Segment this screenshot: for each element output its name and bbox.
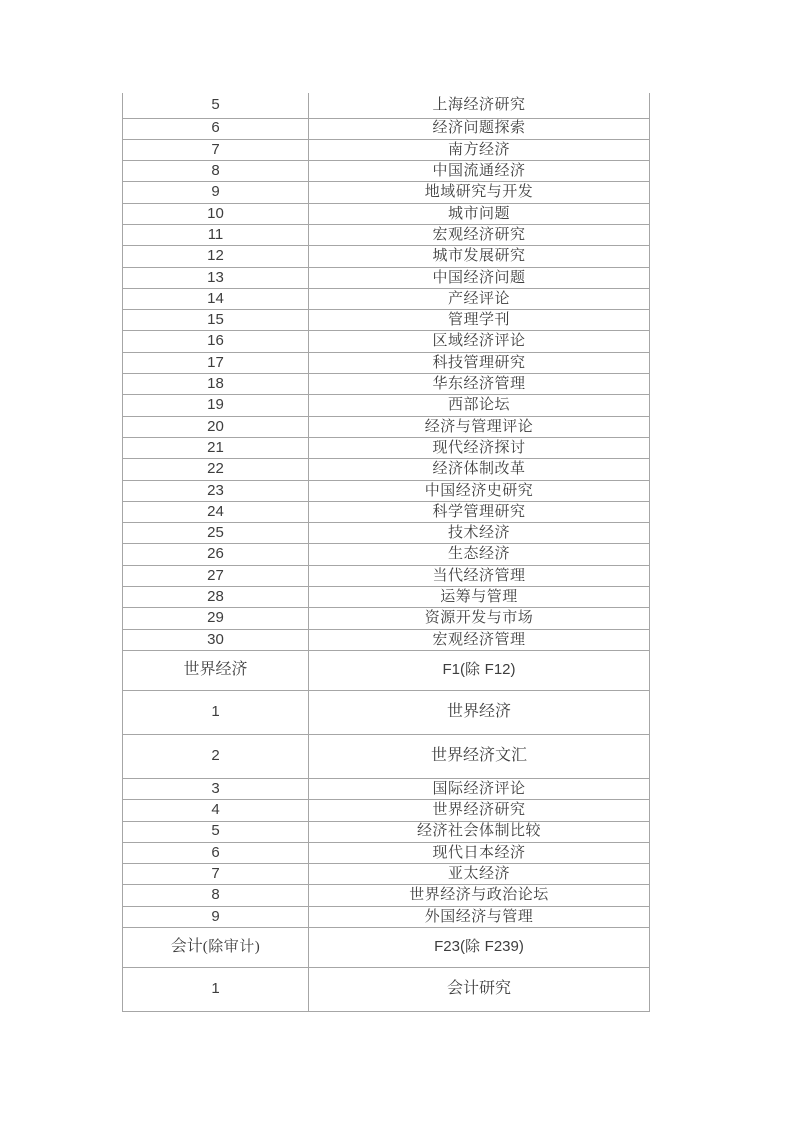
row-number-cell <box>123 885 309 906</box>
journal-name-cell <box>309 523 650 544</box>
cell-text: 4 <box>211 801 220 819</box>
journal-name-cell <box>309 734 650 778</box>
cell-text: 2 <box>211 747 220 765</box>
cell-text: 26 <box>207 545 224 563</box>
journal-name-cell <box>309 864 650 885</box>
row-number-cell <box>123 821 309 842</box>
cell-text: 8 <box>211 162 220 180</box>
table-row <box>123 139 650 160</box>
cell-text: 6 <box>211 119 220 137</box>
journal-name-cell <box>309 565 650 586</box>
journal-name-cell <box>309 224 650 245</box>
cell-text: 现代日本经济 <box>432 844 526 861</box>
cell-text: 会计 <box>170 938 203 956</box>
cell-text: 11 <box>207 225 224 243</box>
cell-text: 经济问题探索 <box>432 120 526 137</box>
row-number-cell <box>123 437 309 458</box>
cell-text: 技术经济 <box>447 525 510 542</box>
journal-name-cell <box>309 629 650 650</box>
row-number-cell <box>123 224 309 245</box>
table-row <box>123 629 650 650</box>
journal-name-cell <box>309 821 650 842</box>
journal-name-cell <box>309 288 650 309</box>
journal-name-cell <box>309 587 650 608</box>
journal-name-cell <box>309 310 650 331</box>
journal-name-cell <box>309 968 650 1012</box>
row-number-cell <box>123 139 309 160</box>
journal-name-cell <box>309 246 650 267</box>
journal-name-cell <box>309 437 650 458</box>
row-number-cell <box>123 928 309 968</box>
row-number-cell <box>123 608 309 629</box>
cell-text: 27 <box>207 566 224 584</box>
cell-text: 13 <box>207 268 224 286</box>
table-row <box>123 734 650 778</box>
journal-name-cell <box>309 203 650 224</box>
cell-text: F23( <box>434 938 465 956</box>
journal-name-cell <box>309 331 650 352</box>
cell-text: 9 <box>211 907 220 925</box>
table-row <box>123 267 650 288</box>
cell-text: 21 <box>207 438 224 456</box>
table-row <box>123 310 650 331</box>
cell-text: 西部论坛 <box>447 397 510 414</box>
cell-text: 上海经济研究 <box>432 97 526 114</box>
row-number-cell <box>123 161 309 182</box>
cell-text: 10 <box>207 204 224 222</box>
cell-text: 中国流通经济 <box>432 163 526 180</box>
journal-name-cell <box>309 93 650 118</box>
journal-name-cell <box>309 800 650 821</box>
cell-text: 24 <box>207 502 224 520</box>
journal-name-cell <box>309 650 650 690</box>
table-row <box>123 864 650 885</box>
cell-text: 科技管理研究 <box>432 354 526 371</box>
table-row <box>123 374 650 395</box>
table-row <box>123 224 650 245</box>
row-number-cell <box>123 416 309 437</box>
journal-name-cell <box>309 501 650 522</box>
journal-name-cell <box>309 608 650 629</box>
cell-text: 25 <box>207 524 224 542</box>
journal-name-cell <box>309 352 650 373</box>
cell-text: 1 <box>211 980 220 998</box>
table-row <box>123 480 650 501</box>
row-number-cell <box>123 800 309 821</box>
cell-text: 地域研究与开发 <box>424 184 534 201</box>
cell-text: 运筹与管理 <box>440 588 518 605</box>
table-row <box>123 352 650 373</box>
cell-text: 22 <box>207 460 224 478</box>
cell-text: F1( <box>442 661 465 679</box>
cell-text: 城市发展研究 <box>432 248 526 265</box>
cell-text: 华东经济管理 <box>432 376 526 393</box>
table-row <box>123 416 650 437</box>
table-row <box>123 906 650 927</box>
journal-name-cell <box>309 395 650 416</box>
cell-text: 8 <box>211 886 220 904</box>
journal-name-cell <box>309 416 650 437</box>
table-row <box>123 544 650 565</box>
row-number-cell <box>123 690 309 734</box>
journal-name-cell <box>309 118 650 139</box>
table-row <box>123 885 650 906</box>
cell-text: 除 <box>464 662 481 679</box>
cell-text: 世界经济研究 <box>432 802 526 819</box>
cell-text: 12 <box>207 247 224 265</box>
cell-text: 5 <box>211 822 220 840</box>
cell-text: 经济体制改革 <box>432 461 526 478</box>
cell-text: 经济社会体制比较 <box>416 823 541 840</box>
cell-text: 中国经济问题 <box>432 269 526 286</box>
table-row <box>123 246 650 267</box>
journal-name-cell <box>309 374 650 395</box>
cell-text: 30 <box>207 630 224 648</box>
journal-table <box>122 93 650 1012</box>
cell-text: 区域经济评论 <box>432 333 526 350</box>
cell-text: 1 <box>211 703 220 721</box>
cell-text: 管理学刊 <box>447 312 510 329</box>
cell-text: 3 <box>211 779 220 797</box>
cell-text: 7 <box>211 140 220 158</box>
cell-text: 生态经济 <box>447 546 510 563</box>
table-row <box>123 778 650 799</box>
cell-text: 18 <box>207 375 224 393</box>
table-row <box>123 968 650 1012</box>
journal-table-body <box>123 93 650 1012</box>
table-row <box>123 690 650 734</box>
cell-text: 外国经济与管理 <box>424 908 534 925</box>
row-number-cell <box>123 629 309 650</box>
table-row <box>123 821 650 842</box>
row-number-cell <box>123 395 309 416</box>
cell-text: 16 <box>207 332 224 350</box>
cell-text: 5 <box>211 96 220 114</box>
table-row <box>123 928 650 968</box>
table-row <box>123 182 650 203</box>
journal-name-cell <box>309 161 650 182</box>
row-number-cell <box>123 459 309 480</box>
row-number-cell <box>123 906 309 927</box>
cell-text: 现代经济探讨 <box>432 439 526 456</box>
table-row <box>123 331 650 352</box>
row-number-cell <box>123 118 309 139</box>
row-number-cell <box>123 587 309 608</box>
cell-text: F239) <box>480 938 524 956</box>
table-row <box>123 395 650 416</box>
table-row <box>123 203 650 224</box>
journal-name-cell <box>309 182 650 203</box>
row-number-cell <box>123 182 309 203</box>
cell-text: 世界经济文汇 <box>430 747 527 765</box>
journal-name-cell <box>309 885 650 906</box>
cell-text: 中国经济史研究 <box>424 482 534 499</box>
cell-text: 国际经济评论 <box>432 780 526 797</box>
row-number-cell <box>123 501 309 522</box>
row-number-cell <box>123 523 309 544</box>
row-number-cell <box>123 734 309 778</box>
journal-name-cell <box>309 928 650 968</box>
row-number-cell <box>123 544 309 565</box>
row-number-cell <box>123 842 309 863</box>
table-row <box>123 459 650 480</box>
cell-text: 除 <box>464 939 481 956</box>
cell-text: F12) <box>480 661 516 679</box>
journal-name-cell <box>309 267 650 288</box>
row-number-cell <box>123 267 309 288</box>
table-row <box>123 650 650 690</box>
cell-text: 经济与管理评论 <box>424 418 534 435</box>
table-row <box>123 161 650 182</box>
journal-name-cell <box>309 778 650 799</box>
row-number-cell <box>123 864 309 885</box>
journal-name-cell <box>309 842 650 863</box>
journal-name-cell <box>309 459 650 480</box>
cell-text: 资源开发与市场 <box>424 610 534 627</box>
table-row <box>123 118 650 139</box>
row-number-cell <box>123 93 309 118</box>
cell-text: 28 <box>207 587 224 605</box>
journal-name-cell <box>309 544 650 565</box>
cell-text: 7 <box>211 865 220 883</box>
cell-text: 23 <box>207 481 224 499</box>
cell-text: 世界经济与政治论坛 <box>409 887 549 904</box>
cell-text: 29 <box>207 609 224 627</box>
table-row <box>123 288 650 309</box>
journal-name-cell <box>309 690 650 734</box>
cell-text: 9 <box>211 183 220 201</box>
row-number-cell <box>123 352 309 373</box>
table-row <box>123 523 650 544</box>
cell-text: 会计研究 <box>446 980 511 998</box>
cell-text: 宏观经济研究 <box>432 226 526 243</box>
cell-text: 世界经济 <box>446 703 511 721</box>
cell-text: 宏观经济管理 <box>432 631 526 648</box>
cell-text: 产经评论 <box>447 290 510 307</box>
cell-text: 当代经济管理 <box>432 567 526 584</box>
cell-text: 19 <box>207 396 224 414</box>
cell-text: 亚太经济 <box>447 866 510 883</box>
row-number-cell <box>123 331 309 352</box>
table-row <box>123 437 650 458</box>
table-row <box>123 501 650 522</box>
journal-name-cell <box>309 480 650 501</box>
table-row <box>123 587 650 608</box>
row-number-cell <box>123 203 309 224</box>
row-number-cell <box>123 374 309 395</box>
cell-text: 科学管理研究 <box>432 503 526 520</box>
table-row <box>123 93 650 118</box>
journal-name-cell <box>309 906 650 927</box>
row-number-cell <box>123 968 309 1012</box>
row-number-cell <box>123 650 309 690</box>
row-number-cell <box>123 288 309 309</box>
row-number-cell <box>123 246 309 267</box>
table-row <box>123 608 650 629</box>
cell-text: 15 <box>207 311 224 329</box>
cell-text: 20 <box>207 417 224 435</box>
row-number-cell <box>123 778 309 799</box>
cell-text: (除审计) <box>202 939 261 956</box>
cell-text: 17 <box>207 353 224 371</box>
row-number-cell <box>123 310 309 331</box>
row-number-cell <box>123 480 309 501</box>
table-row <box>123 800 650 821</box>
journal-name-cell <box>309 139 650 160</box>
table-row <box>123 842 650 863</box>
table-row <box>123 565 650 586</box>
cell-text: 14 <box>207 289 224 307</box>
cell-text: 南方经济 <box>447 141 510 158</box>
cell-text: 城市问题 <box>447 205 510 222</box>
cell-text: 6 <box>211 843 220 861</box>
row-number-cell <box>123 565 309 586</box>
cell-text: 世界经济 <box>183 661 248 679</box>
